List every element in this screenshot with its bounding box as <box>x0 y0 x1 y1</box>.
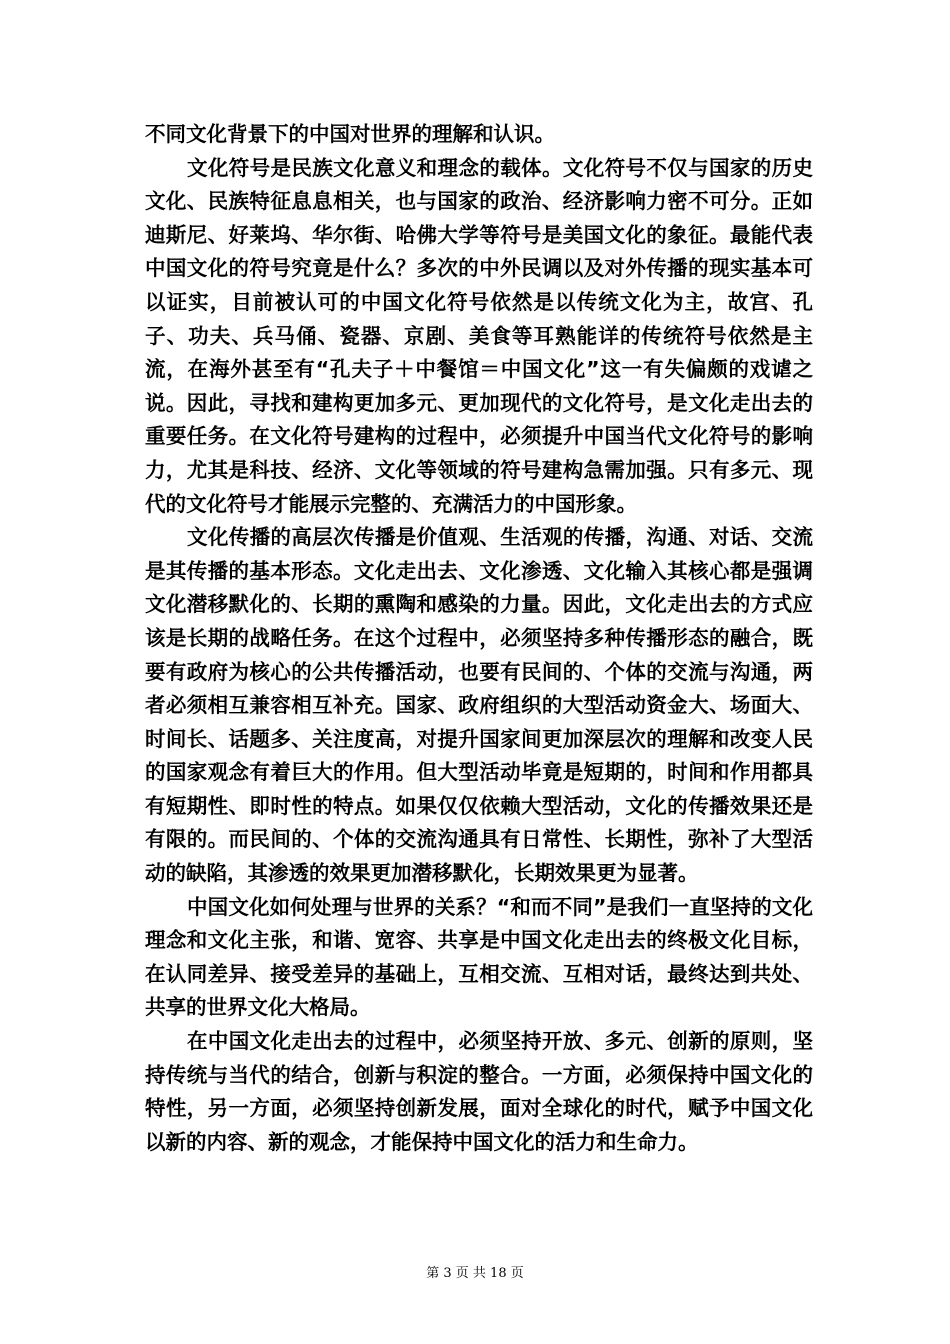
document-body <box>145 118 813 1159</box>
paragraph-principles: 在中国文化走出去的过程中，必须坚持开放、多元、创新的原则，坚持传统与当代的结合，创新与积淀的整合。一方面，必须保持中国文化的特性，另一方面，必须坚持创新发展，面对全球化的时代，赋予中国文化以新的内容、新的观念，才能保持中国文化的活力和生命力。 <box>145 1029 813 1154</box>
page-number-footer: 第 3 页 共 18 页 <box>426 1266 524 1281</box>
paragraph-continuation: 不同文化背景下的中国对世界的理解和认识。 <box>145 122 555 146</box>
paragraph-cultural-symbols: 文化符号是民族文化意义和理念的载体。文化符号不仅与国家的历史文化、民族特征息息相关，也与国家的政治、经济影响力密不可分。正如迪斯尼、好莱坞、华尔街、哈佛大学等符号是美国文化的象征。最能代表中国文化的符号究竟是什么？多次的中外民调以及对外传播的现实基本可以证实，目前被认可的中国文化符号依然是以传统文化为主，故宫、孔子、功夫、兵马俑、瓷器、京剧、美食等耳熟能详的传统符号依然是主流，在海外甚至有“孔夫子＋中餐馆＝中国文化”这一有失偏颇的戏谑之说。因此，寻找和建构更加多元、更加现代的文化符号，是文化走出去的重要任务。在文化符号建构的过程中，必须提升中国当代文化符号的影响力，尤其是科技、经济、文化等领域的符号建构急需加强。只有多元、现代的文化符号才能展示完整的、充满活力的中国形象。 <box>145 155 813 516</box>
paragraph-harmony-difference: 中国文化如何处理与世界的关系？“和而不同”是我们一直坚持的文化理念和文化主张，和谐、宽容、共享是中国文化走出去的终极文化目标，在认同差异、接受差异的基础上，互相交流、互相对话，最终达到共处、共享的世界文化大格局。 <box>145 894 813 1020</box>
paragraph-cultural-communication: 文化传播的高层次传播是价值观、生活观的传播，沟通、对话、交流是其传播的基本形态。文化走出去、文化渗透、文化输入其核心都是强调文化潜移默化的、长期的熏陶和感染的力量。因此，文化走出去的方式应该是长期的战略任务。在这个过程中，必须坚持多种传播形态的融合，既要有政府为核心的公共传播活动，也要有民间的、个体的交流与沟通，两者必须相互兼容相互补充。国家、政府组织的大型活动资金大、场面大、时间长、话题多、关注度高，对提升国家间更加深层次的理解和改变人民的国家观念有着巨大的作用。但大型活动毕竟是短期的，时间和作用都具有短期性、即时性的特点。如果仅仅依赖大型活动，文化的传播效果还是有限的。而民间的、个体的交流沟通具有日常性、长期性，弥补了大型活动的缺陷，其渗透的效果更加潜移默化，长期效果更为显著。 <box>145 525 813 886</box>
